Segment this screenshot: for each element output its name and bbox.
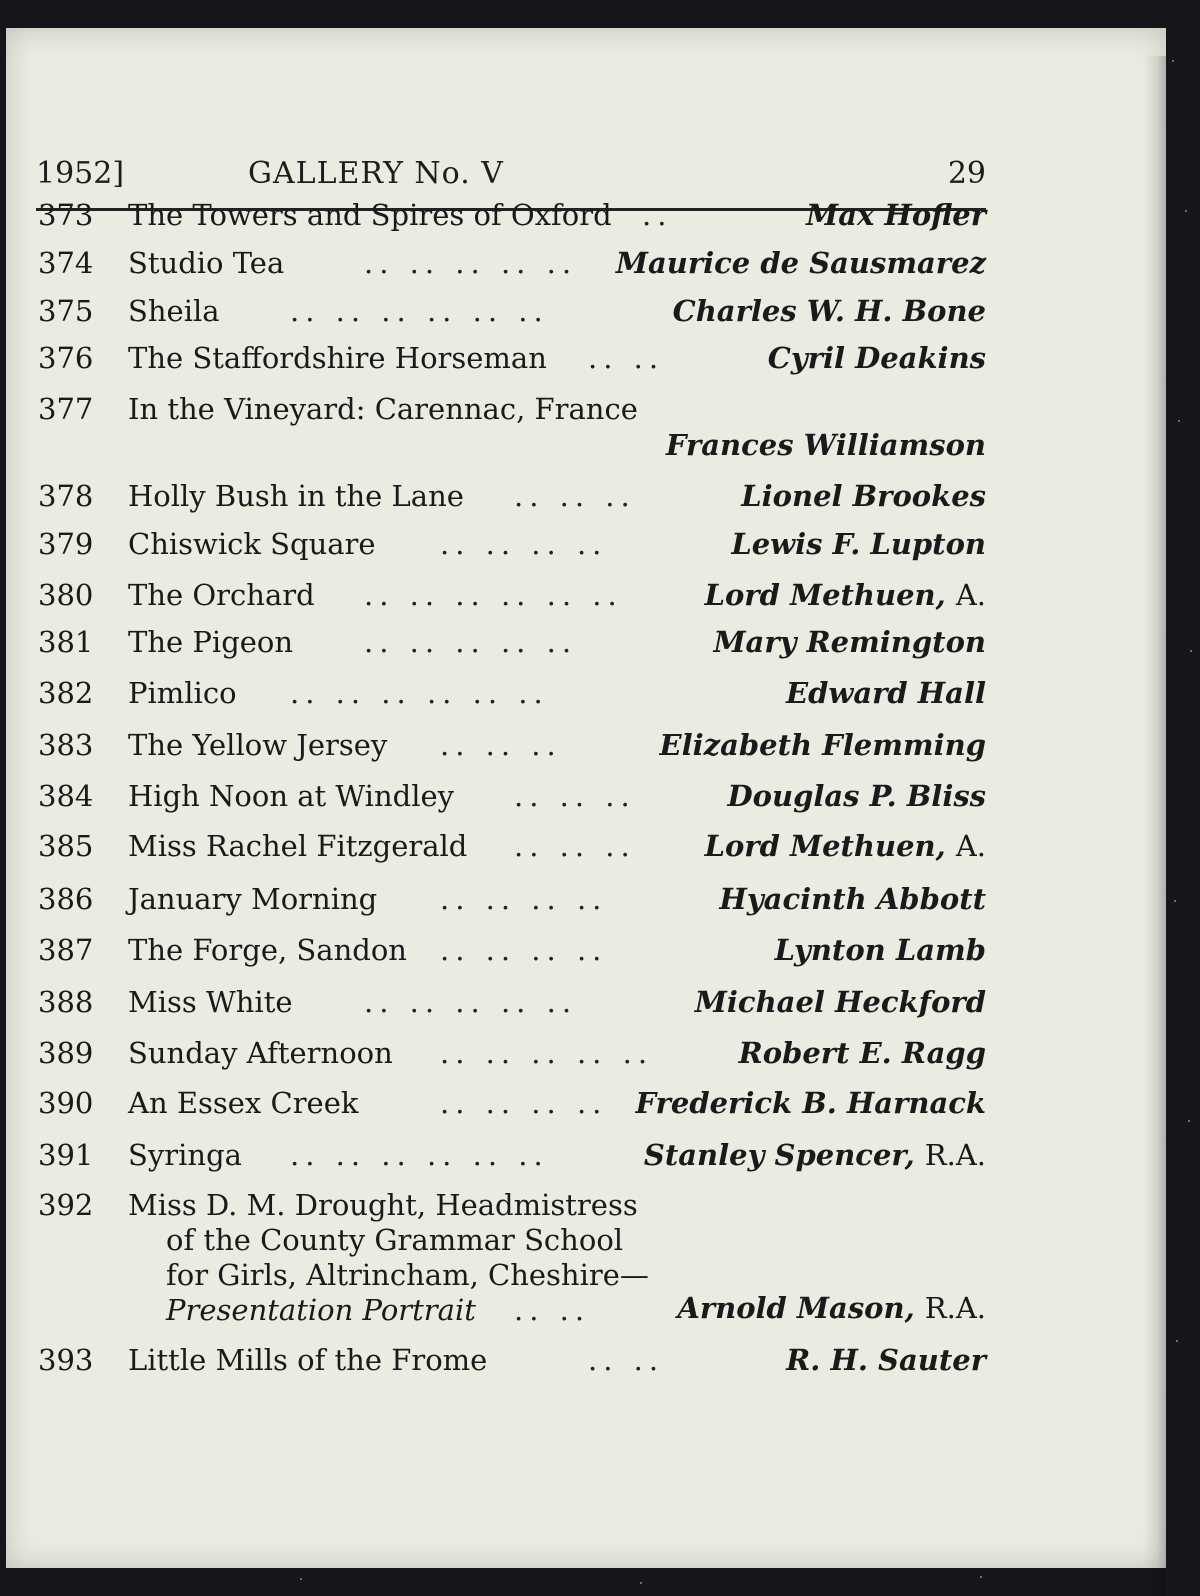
entry-number: 391 [38, 1138, 94, 1172]
entry-title: Miss White [128, 985, 293, 1019]
entry-leaders: .. .. [588, 1343, 665, 1377]
entry-title: An Essex Creek [128, 1086, 359, 1120]
entry-leaders: .. [642, 198, 673, 232]
entry-leaders: .. .. .. [514, 779, 636, 813]
entry-title: Pimlico [128, 676, 237, 710]
entry-number: 383 [38, 728, 94, 762]
entry-artist: Maurice de Sausmarez [615, 246, 986, 280]
entry-artist: Douglas P. Bliss [727, 779, 986, 813]
catalogue-page [6, 28, 1166, 1568]
entry-title: Sunday Afternoon [128, 1036, 393, 1070]
entry-artist: Lionel Brookes [741, 479, 986, 513]
entry-title-continued: of the County Grammar School [166, 1223, 624, 1257]
catalogue-entry [6, 882, 1166, 934]
entry-artist: Arnold Mason, R.A. [677, 1291, 986, 1325]
entry-title: Miss Rachel Fitzgerald [128, 829, 468, 863]
catalogue-entry [6, 294, 1166, 346]
catalogue-entry [6, 479, 1166, 531]
header-year: 1952] [36, 156, 125, 191]
entry-number: 377 [38, 392, 94, 426]
entry-artist: Mary Remington [713, 625, 986, 659]
entry-leaders: .. .. [514, 1293, 591, 1327]
entry-number: 388 [38, 985, 94, 1019]
entry-artist: Cyril Deakins [767, 341, 986, 375]
entry-leaders: .. .. .. .. .. [364, 625, 578, 659]
entry-leaders: .. .. .. .. .. .. [290, 294, 549, 328]
entry-artist: Charles W. H. Bone [672, 294, 986, 328]
entry-artist: Edward Hall [785, 676, 986, 710]
catalogue-entry [6, 527, 1166, 579]
header-page-number: 29 [947, 156, 986, 191]
entry-number: 373 [38, 198, 94, 232]
entry-leaders: .. .. [588, 341, 665, 375]
entry-artist: Max Hofler [806, 198, 986, 232]
entry-artist: Elizabeth Flemming [659, 728, 986, 762]
catalogue-entry [6, 198, 1166, 250]
catalogue-entry [6, 392, 1166, 482]
entry-title: Little Mills of the Frome [128, 1343, 488, 1377]
entry-artist: Lord Methuen, A. [704, 578, 986, 612]
entry-title: Holly Bush in the Lane [128, 479, 464, 513]
catalogue-entry [6, 728, 1166, 780]
entry-title: The Forge, Sandon [128, 933, 407, 967]
catalogue-entry [6, 1086, 1166, 1138]
entry-leaders: .. .. .. .. .. .. [290, 1138, 549, 1172]
catalogue-entry [6, 1343, 1166, 1395]
catalogue-entry [6, 1036, 1166, 1088]
catalogue-entry [6, 341, 1166, 393]
entry-number: 386 [38, 882, 94, 916]
entry-artist: Hyacinth Abbott [719, 882, 986, 916]
entry-number: 375 [38, 294, 94, 328]
entry-leaders: .. .. .. .. .. [440, 1036, 654, 1070]
entry-title: The Yellow Jersey [128, 728, 388, 762]
entry-artist: Frances Williamson [665, 428, 986, 462]
entry-artist: R. H. Sauter [786, 1343, 986, 1377]
entry-title: Sheila [128, 294, 220, 328]
entry-number: 380 [38, 578, 94, 612]
entry-leaders: .. .. .. .. [440, 527, 608, 561]
entry-title: The Towers and Spires of Oxford [128, 198, 612, 232]
entry-number: 374 [38, 246, 94, 280]
entry-title: Studio Tea [128, 246, 285, 280]
entry-title: Chiswick Square [128, 527, 376, 561]
entry-leaders: .. .. .. .. [440, 882, 608, 916]
catalogue-entry [6, 829, 1166, 881]
entry-title: Syringa [128, 1138, 242, 1172]
catalogue-entry [6, 1138, 1166, 1190]
entry-artist: Robert E. Ragg [738, 1036, 986, 1070]
header-gallery-title: GALLERY No. V [248, 156, 504, 191]
entry-artist: Frederick B. Harnack [635, 1086, 986, 1120]
entry-title-continued: for Girls, Altrincham, Cheshire— [166, 1258, 649, 1292]
entry-title: High Noon at Windley [128, 779, 455, 813]
catalogue-entry [6, 985, 1166, 1037]
entry-leaders: .. .. .. [514, 479, 636, 513]
entry-number: 393 [38, 1343, 94, 1377]
catalogue-entry [6, 625, 1166, 677]
entry-title: January Morning [128, 882, 378, 916]
entry-title: In the Vineyard: Carennac, France [128, 392, 638, 426]
entry-leaders: .. .. .. .. .. .. [290, 676, 549, 710]
entry-leaders: .. .. .. .. [440, 1086, 608, 1120]
entry-leaders: .. .. .. [440, 728, 562, 762]
entry-number: 381 [38, 625, 94, 659]
entry-number: 392 [38, 1188, 94, 1222]
catalogue-entry [6, 1188, 1166, 1348]
catalogue-entry [6, 246, 1166, 298]
entry-subtitle: Presentation Portrait [166, 1293, 476, 1327]
entry-number: 384 [38, 779, 94, 813]
entry-leaders: .. .. .. .. [440, 933, 608, 967]
entry-artist: Lynton Lamb [774, 933, 986, 967]
entry-leaders: .. .. .. .. .. [364, 246, 578, 280]
catalogue-entry [6, 933, 1166, 985]
entry-artist: Lord Methuen, A. [704, 829, 986, 863]
entry-title: The Orchard [128, 578, 315, 612]
entry-leaders: .. .. .. [514, 829, 636, 863]
catalogue-entry [6, 578, 1166, 630]
entry-number: 389 [38, 1036, 94, 1070]
entry-number: 390 [38, 1086, 94, 1120]
entry-leaders: .. .. .. .. .. .. [364, 578, 623, 612]
entry-title: The Pigeon [128, 625, 294, 659]
catalogue-entries [6, 28, 1166, 1568]
entry-artist: Lewis F. Lupton [731, 527, 986, 561]
entry-leaders: .. .. .. .. .. [364, 985, 578, 1019]
entry-number: 376 [38, 341, 94, 375]
entry-title: Miss D. M. Drought, Headmistress [128, 1188, 638, 1222]
entry-artist: Stanley Spencer, R.A. [643, 1138, 986, 1172]
entry-number: 385 [38, 829, 94, 863]
entry-artist: Michael Heckford [694, 985, 986, 1019]
entry-number: 378 [38, 479, 94, 513]
entry-title: The Staffordshire Horseman [128, 341, 547, 375]
catalogue-entry [6, 676, 1166, 728]
entry-number: 382 [38, 676, 94, 710]
catalogue-entry [6, 779, 1166, 831]
entry-number: 387 [38, 933, 94, 967]
entry-number: 379 [38, 527, 94, 561]
